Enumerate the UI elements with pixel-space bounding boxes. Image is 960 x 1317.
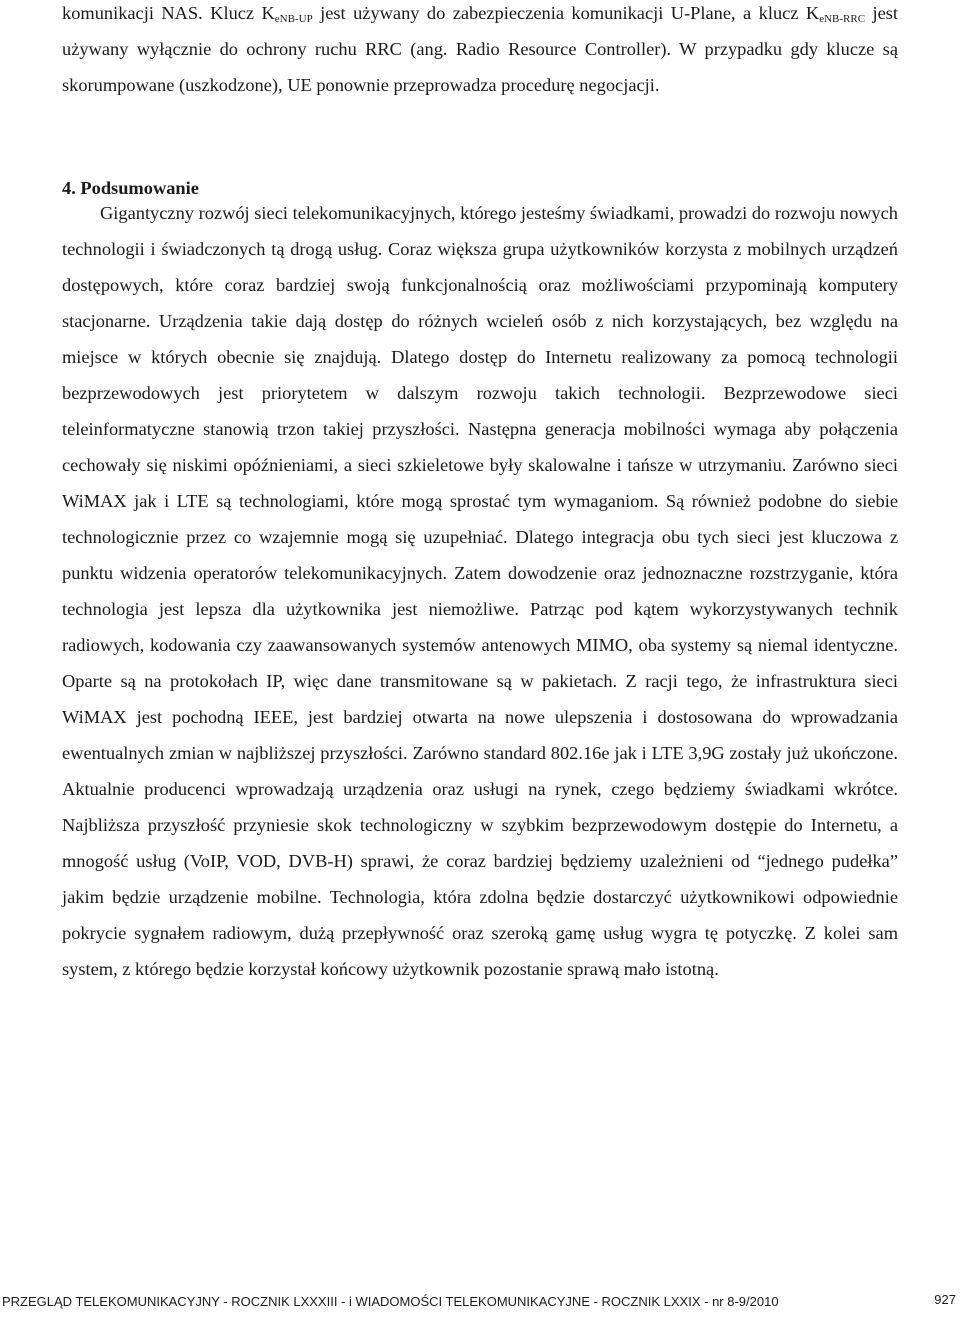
intro-paragraph xyxy=(62,0,898,103)
page-footer xyxy=(0,1294,960,1314)
subscript-enb-up: eNB-UP xyxy=(274,13,313,25)
subscript-enb-rrc: eNB-RRC xyxy=(819,13,866,25)
intro-text-1: komunikacji NAS. Klucz K xyxy=(62,3,275,23)
intro-text-2: jest używany do zabezpieczenia komunikacji U-Plane, a klucz K xyxy=(312,3,820,23)
intro-text-3: jest używany wyłącznie do ochrony ruchu RRC (ang. Radio Resource Controller). W przypadku gdy klucze są skorumpowane (uszkodzone), UE ponownie przeprowadza procedurę negocjacji. xyxy=(62,3,898,95)
journal-footer: PRZEGLĄD TELEKOMUNIKACYJNY - ROCZNIK LXXXIII - i WIADOMOŚCI TELEKOMUNIKACYJNE - ROCZNIK LXXIX - nr 8-9/2010 xyxy=(2,1294,779,1309)
section-heading: 4. Podsumowanie xyxy=(62,178,199,198)
summary-paragraph: Gigantyczny rozwój sieci telekomunikacyjnych, którego jesteśmy świadkami, prowadzi do rozwoju nowych technologii i świadczonych tą drogą usług. Coraz większa grupa użytkowników korzysta z mobilnych urządzeń dostępowych, które coraz bardziej swoją funkcjonalnością oraz możliwościami przypominają komputery stacjonarne. Urządzenia takie dają dostęp do różnych wcieleń osób z nich korzystających, bez względu na miejsce w których obecnie się znajdują. Dlatego dostęp do Internetu realizowany za pomocą technologii bezprzewodowych jest priorytetem w dalszym rozwoju takich technologii. Bezprzewodowe sieci teleinformatyczne stanowią trzon takiej przyszłości. Następna generacja mobilności wymaga aby połączenia cechowały się niskimi opóźnieniami, a sieci szkieletowe były skalowalne i tańsze w utrzymaniu. Zarówno sieci WiMAX jak i LTE są technologiami, które mogą sprostać tym wymaganiom. Są również podobne do siebie technologicznie przez co wzajemnie mogą się uzupełniać. Dlatego integracja obu tych sieci jest kluczowa z punktu widzenia operatorów telekomunikacyjnych. Zatem dowodzenie oraz jednoznaczne rozstrzyganie, która technologia jest lepsza dla użytkownika jest niemożliwe. Patrząc pod kątem wykorzystywanych technik radiowych, kodowania czy zaawansowanych systemów antenowych MIMO, oba systemy są niemal identyczne. Oparte są na protokołach IP, więc dane transmitowane są w pakietach. Z racji tego, że infrastruktura sieci WiMAX jest pochodną IEEE, jest bardziej otwarta na nowe ulepszenia i dostosowana do wprowadzania ewentualnych zmian w najbliższej przyszłości. Zarówno standard 802.16e jak i LTE 3,9G zostały już ukończone. Aktualnie producenci wprowadzają urządzenia oraz usługi na rynek, czego będziemy świadkami wkrótce. Najbliższa przyszłość przyniesie skok technologiczny w szybkim bezprzewodowym dostępie do Internetu, a mnogość usług (VoIP, VOD, DVB-H) sprawi, że coraz bardziej będziemy uzależnieni od “jednego pudełka” jakim będzie urządzenie mobilne. Technologia, która zdolna będzie dostarczyć użytkownikowi odpowiednie pokrycie sygnałem radiowym, dużą przepływność oraz szeroką gamę usług wygra tę potyczkę. Z kolei sam system, z którego będzie korzystał końcowy użytkownik pozostanie sprawą mało istotną. xyxy=(62,203,898,979)
page-number: 927 xyxy=(934,1292,956,1307)
